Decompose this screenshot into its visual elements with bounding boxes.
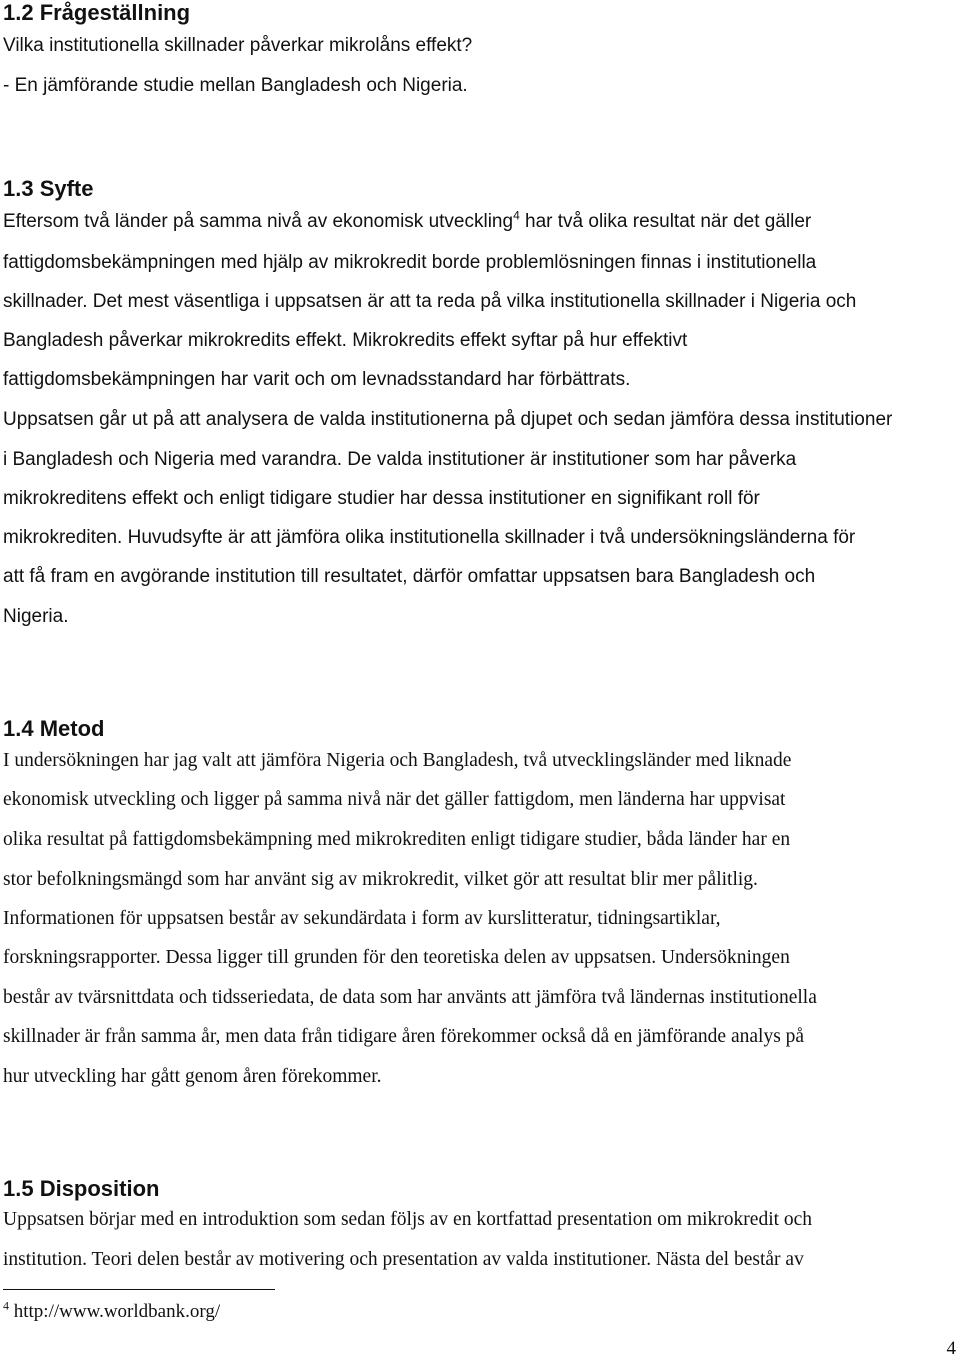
footnote-reference: 4	[513, 208, 520, 223]
syfte-line: att få fram en avgörande institution till resultatet, därför omfattar uppsatsen bara Bangladesh och	[3, 566, 816, 587]
syfte-line: Nigeria.	[3, 606, 69, 627]
footnote-separator	[3, 1289, 275, 1290]
syfte-line: fattigdomsbekämpningen har varit och om levnadsstandard har förbättrats.	[3, 369, 631, 390]
section-heading-1-2: 1.2 Frågeställning	[3, 0, 191, 25]
metod-line: forskningsrapporter. Dessa ligger till grunden för den teoretiska delen av uppsatsen. Undersökningen	[3, 947, 790, 968]
section-heading-1-3: 1.3 Syfte	[3, 176, 94, 201]
page-number: 4	[946, 1338, 956, 1359]
syfte-line: skillnader. Det mest väsentliga i uppsatsen är att ta reda på vilka institutionella skillnader i Nigeria och	[3, 291, 857, 312]
syfte-line: fattigdomsbekämpningen med hjälp av mikrokredit borde problemlösningen finnas i institutionella	[3, 252, 817, 273]
metod-line: Informationen för uppsatsen består av sekundärdata i form av kurslitteratur, tidningsartiklar,	[3, 908, 721, 929]
footnote	[3, 1300, 220, 1324]
syfte-line-1	[3, 210, 811, 234]
footnote-number: 4	[3, 1298, 9, 1313]
syfte-line: i Bangladesh och Nigeria med varandra. De valda institutioner är institutioner som har påverka	[3, 449, 797, 470]
metod-line: skillnader är från samma år, men data från tidigare åren förekommer också då en jämförande analys på	[3, 1026, 805, 1047]
syfte-line-1-rest: har två olika resultat när det gäller	[519, 211, 812, 232]
section-heading-1-5: 1.5 Disposition	[3, 1176, 160, 1201]
metod-line: stor befolkningsmängd som har använt sig av mikrokredit, vilket gör att resultat blir mer pålitlig.	[3, 869, 758, 890]
research-question: Vilka institutionella skillnader påverkar mikrolåns effekt?	[3, 35, 473, 56]
metod-line: olika resultat på fattigdomsbekämpning med mikrokrediten enligt tidigare studier, båda länder har en	[3, 829, 791, 850]
syfte-line: Uppsatsen går ut på att analysera de valda institutionerna på djupet och sedan jämföra dessa institutioner	[3, 409, 893, 430]
syfte-line: Bangladesh påverkar mikrokredits effekt. Mikrokredits effekt syftar på hur effektivt	[3, 330, 688, 351]
metod-line: ekonomisk utveckling och ligger på samma nivå när det gäller fattigdom, men länderna har uppvisat	[3, 789, 786, 810]
section-heading-1-4: 1.4 Metod	[3, 716, 105, 741]
syfte-line-1-text: Eftersom två länder på samma nivå av ekonomisk utveckling	[3, 211, 514, 232]
footnote-text: http://www.worldbank.org/	[9, 1301, 221, 1322]
disposition-line: institution. Teori delen består av motivering och presentation av valda institutioner. Nästa del består av	[3, 1249, 804, 1270]
metod-line: består av tvärsnittdata och tidsseriedata, de data som har använts att jämföra två ländernas institutionella	[3, 987, 817, 1008]
disposition-line: Uppsatsen börjar med en introduktion som sedan följs av en kortfattad presentation om mikrokredit och	[3, 1209, 813, 1230]
metod-line: I undersökningen har jag valt att jämföra Nigeria och Bangladesh, två utvecklingsländer med liknade	[3, 750, 792, 771]
syfte-line: mikrokrediten. Huvudsyfte är att jämföra olika institutionella skillnader i två undersökningsländerna för	[3, 527, 856, 548]
syfte-line: mikrokreditens effekt och enligt tidigare studier har dessa institutioner en signifikant roll för	[3, 488, 760, 509]
research-subquestion: - En jämförande studie mellan Bangladesh och Nigeria.	[3, 75, 468, 96]
metod-line: hur utveckling har gått genom åren förekommer.	[3, 1066, 382, 1087]
